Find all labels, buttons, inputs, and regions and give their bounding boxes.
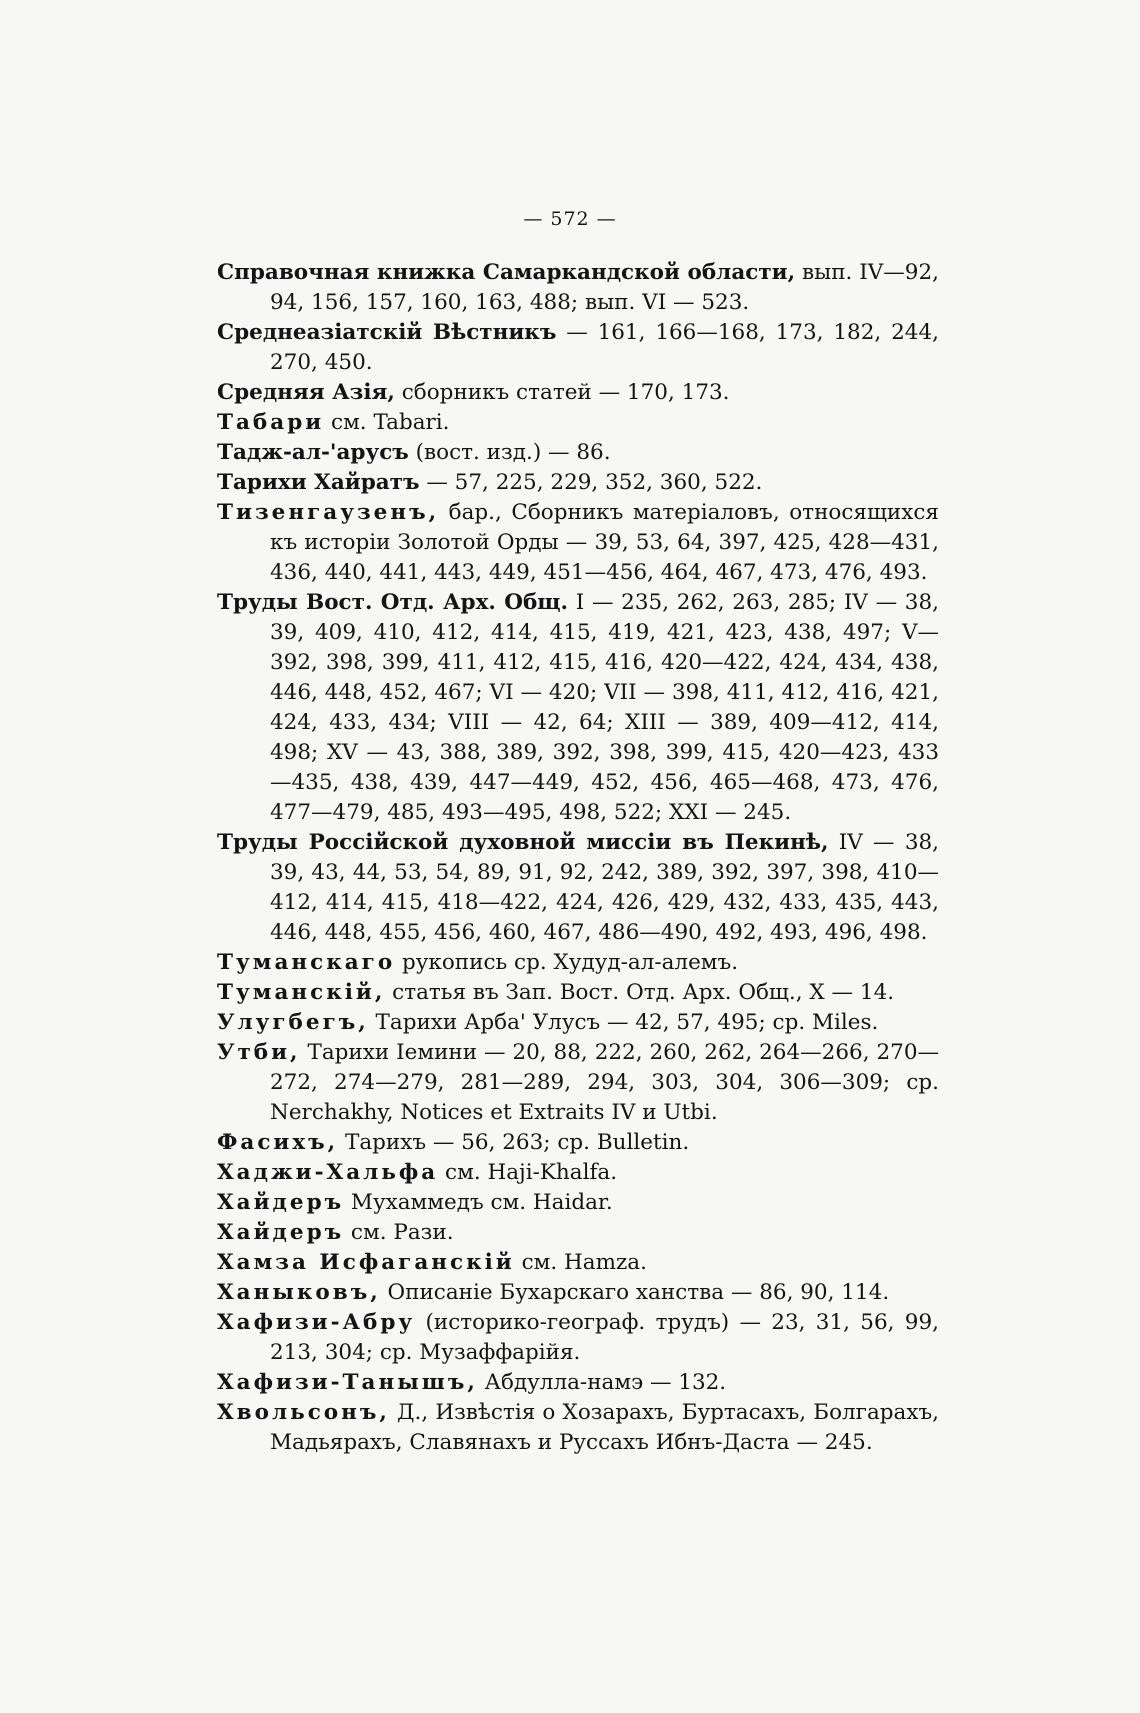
index-entry — [217, 408, 939, 438]
index-entry — [217, 1188, 939, 1218]
entry-headword: Утби, — [217, 1040, 301, 1065]
entry-references: — 57, 225, 229, 352, 360, 522. — [419, 470, 763, 495]
entry-references: Мухаммедъ см. Haidar. — [344, 1190, 613, 1215]
entry-headword: Хайдеръ — [217, 1220, 345, 1245]
index-entry — [217, 1158, 939, 1188]
entry-references: рукопись ср. Худуд-ал-алемъ. — [395, 950, 739, 975]
entry-references: Тарихи Арба' Улусъ — 42, 57, 495; ср. Miles. — [368, 1010, 879, 1035]
entry-headword: Туманскій, — [217, 980, 386, 1005]
entry-references: Описаніе Бухарскаго ханства — 86, 90, 114. — [380, 1280, 890, 1305]
entry-headword: Тадж-ал-'арусъ — [217, 440, 409, 465]
entry-references: Д., Извѣстія о Хозарахъ, Буртасахъ, Болгарахъ, Мадьярахъ, Славянахъ и Руссахъ Ибнъ-Даста — 245. — [270, 1400, 939, 1455]
entry-headword: Хайдеръ — [217, 1190, 345, 1215]
entry-headword: Туманскаго — [217, 950, 396, 975]
index-entry — [217, 1218, 939, 1248]
index-entry — [217, 1308, 939, 1368]
index-entry — [217, 1368, 939, 1398]
entry-headword: Тарихи Хайратъ — [217, 470, 420, 495]
page-number: — 572 — — [523, 208, 617, 230]
entry-headword: Ханыковъ, — [217, 1280, 381, 1305]
entry-references: см. Hamza. — [514, 1250, 647, 1275]
entry-headword: Труды Россійской духовной миссіи въ Пекинѣ, — [217, 830, 829, 855]
entry-references: I — 235, 262, 263, 285; IV — 38, 39, 409, 410, 412, 414, 415, 419, 421, 423, 438, 497; V— 392, 398, 399, 411, 412, 415, 416, 420—422, 424, 434, 438, 446, 448, 452, 467; VI — 420; VII — 398, 411, 412, 416, 421, 424, 433, 434; VIII — 42, 64; XIII — 389, 409—412, 414, 498; XV — 43, 388, 389, 392, 398, 399, 415, 420—423, 433—435, 438, 439, 447—449, 452, 456, 465—468, 473, 476, 477—479, 485, 493—495, 498, 522; XXI — 245. — [270, 590, 939, 825]
entry-headword: Фасихъ, — [217, 1130, 339, 1155]
index-entry — [217, 978, 939, 1008]
entry-headword: Труды Вост. Отд. Арх. Общ. — [217, 590, 569, 615]
index-entry — [217, 378, 939, 408]
entry-headword: Хафизи-Танышъ, — [217, 1370, 478, 1395]
entry-references: статья въ Зап. Вост. Отд. Арх. Общ., X — 14. — [385, 980, 895, 1005]
entry-references: сборникъ статей — 170, 173. — [394, 380, 730, 405]
entry-references: — 161, 166—168, 173, 182, 244, 270, 450. — [270, 320, 939, 375]
entry-references: бар., Сборникъ матеріаловъ, относящихся къ исторіи Золотой Орды — 39, 53, 64, 397, 425, 428—431, 436, 440, 441, 443, 449, 451—456, 464, 467, 473, 476, 493. — [270, 500, 939, 585]
index-entries — [217, 258, 939, 1458]
entry-references: Абдулла-намэ — 132. — [477, 1370, 727, 1395]
index-entry — [217, 1128, 939, 1158]
entry-references: см. Рази. — [344, 1220, 454, 1245]
entry-headword: Хвольсонъ, — [217, 1400, 390, 1425]
index-entry — [217, 498, 939, 588]
index-entry — [217, 438, 939, 468]
entry-headword: Тизенгаузенъ, — [217, 500, 440, 525]
index-entry — [217, 948, 939, 978]
index-entry — [217, 1248, 939, 1278]
entry-headword: Справочная книжка Самаркандской области, — [217, 260, 796, 285]
entry-references: Тарихи Іемини — 20, 88, 222, 260, 262, 264—266, 270—272, 274—279, 281—289, 294, 303, 304, 306—309; ср. Nerchakhy, Notices et Extraits IV и Utbi. — [270, 1040, 939, 1125]
entry-headword: Табари — [217, 410, 325, 435]
entry-references: вып. IV—92, 94, 156, 157, 160, 163, 488; вып. VI — 523. — [270, 260, 939, 315]
entry-headword: Хамза Исфаганскій — [217, 1250, 515, 1275]
entry-references: (вост. изд.) — 86. — [408, 440, 611, 465]
index-entry — [217, 318, 939, 378]
entry-headword: Среднеазіатскій Вѣстникъ — [217, 320, 557, 345]
index-entry — [217, 588, 939, 828]
entry-headword: Средняя Азія, — [217, 380, 395, 405]
index-entry — [217, 468, 939, 498]
entry-references: IV — 38, 39, 43, 44, 53, 54, 89, 91, 92, 242, 389, 392, 397, 398, 410—412, 414, 415, 418—422, 424, 426, 429, 432, 433, 435, 443, 446, 448, 455, 456, 460, 467, 486—490, 492, 493, 496, 498. — [270, 830, 940, 945]
entry-references: см. Tabari. — [324, 410, 450, 435]
index-entry — [217, 1008, 939, 1038]
index-entry — [217, 828, 939, 948]
index-entry — [217, 258, 939, 318]
index-entry — [217, 1398, 939, 1458]
entry-references: Тарихъ — 56, 263; ср. Bulletin. — [338, 1130, 690, 1155]
entry-references: см. Haji-Khalfa. — [438, 1160, 618, 1185]
entry-references: (историко-географ. трудъ) — 23, 31, 56, 99, 213, 304; ср. Музаффарійя. — [270, 1310, 939, 1365]
entry-headword: Улугбегъ, — [217, 1010, 369, 1035]
index-entry — [217, 1038, 939, 1128]
entry-headword: Хаджи-Хальфа — [217, 1160, 439, 1185]
entry-headword: Хафизи-Абру — [217, 1310, 416, 1335]
index-entry — [217, 1278, 939, 1308]
